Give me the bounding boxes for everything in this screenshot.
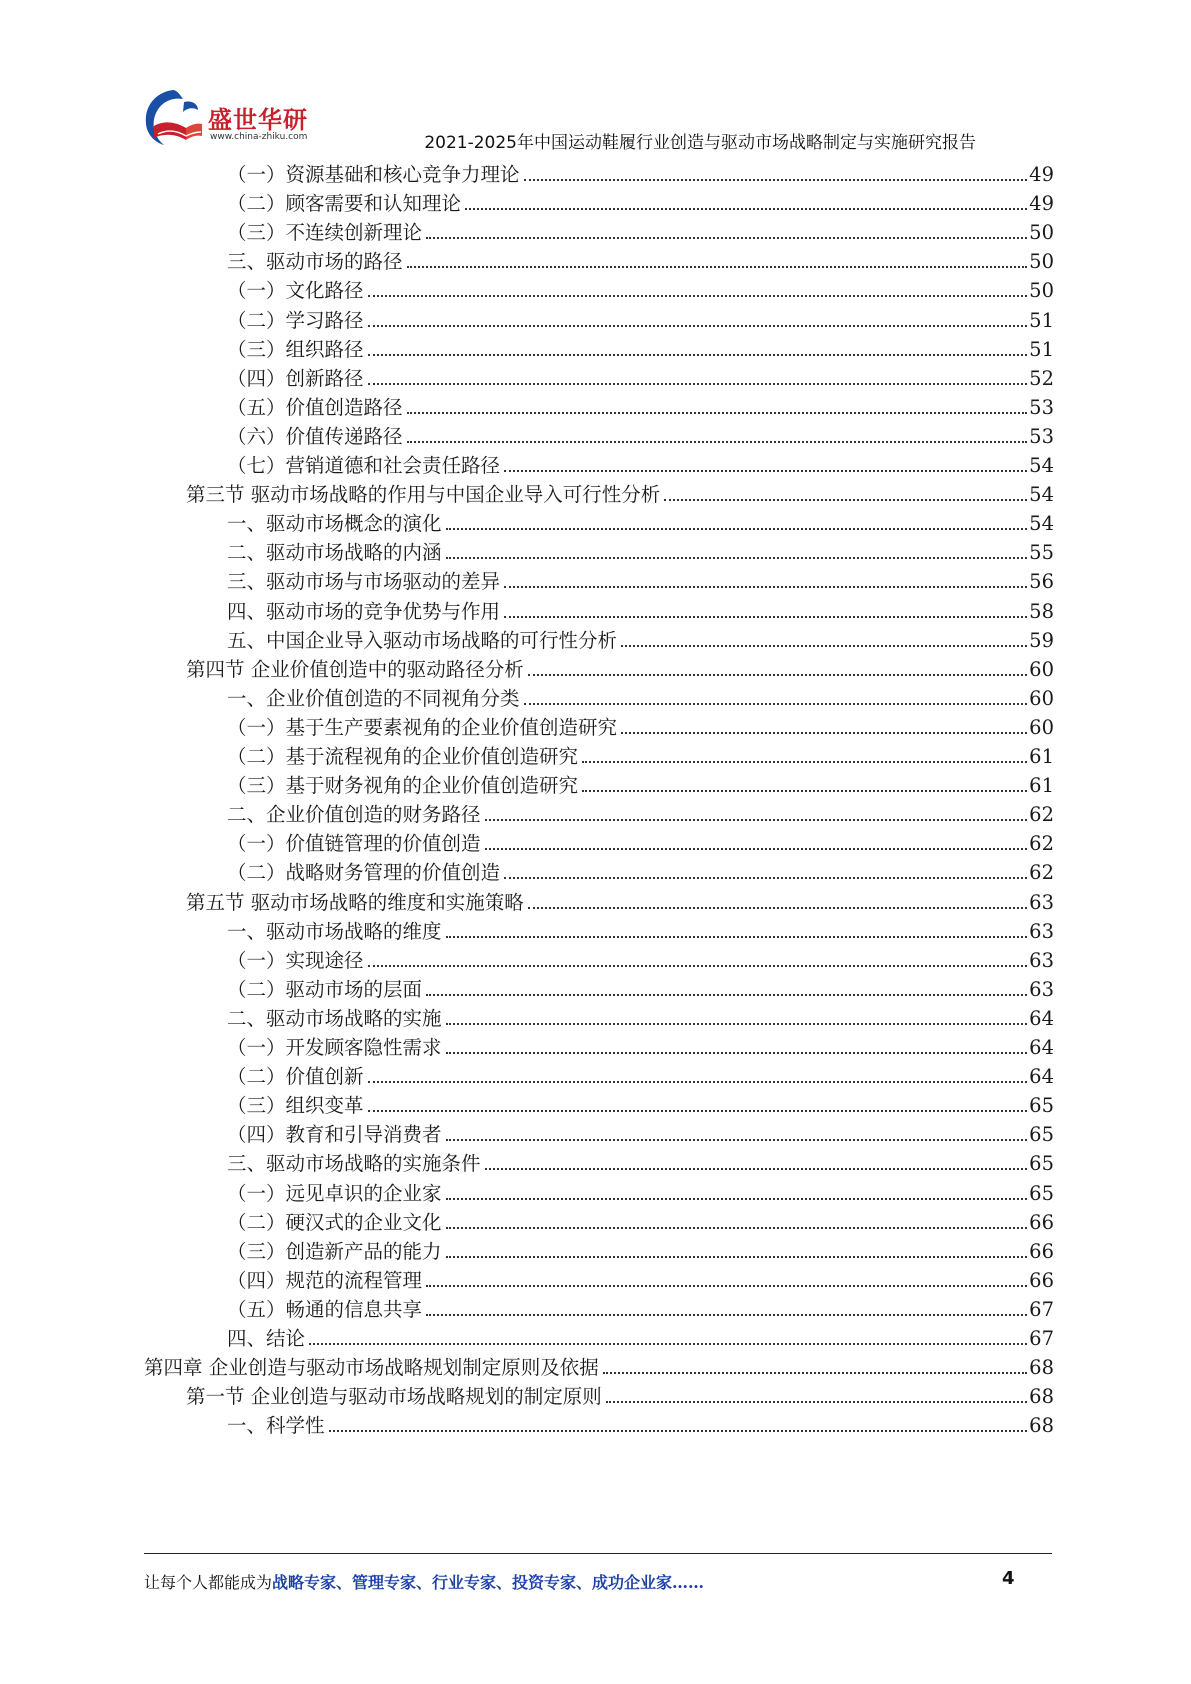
toc-entry-title: （一）基于生产要素视角的企业价值创造研究: [227, 715, 618, 739]
toc-leader-dots: [368, 295, 1028, 297]
toc-entry-title: 三、驱动市场与市场驱动的差异: [227, 570, 501, 594]
toc-entry[interactable]: [227, 1236, 1054, 1267]
toc-entry[interactable]: [227, 1119, 1054, 1150]
toc-entry-title: （二）顾客需要和认知理论: [227, 192, 462, 216]
toc-leader-dots: [485, 1168, 1028, 1170]
toc-entry[interactable]: [227, 1032, 1054, 1063]
toc-leader-dots: [368, 325, 1028, 327]
toc-entry[interactable]: [227, 1323, 1054, 1354]
toc-leader-dots: [504, 616, 1027, 618]
toc-leader-dots: [446, 936, 1028, 938]
toc-entry-page: 63: [1029, 919, 1054, 943]
toc-entry-page: 61: [1029, 774, 1054, 798]
toc-leader-dots: [329, 1430, 1028, 1432]
toc-leader-dots: [446, 557, 1028, 559]
toc-leader-dots: [309, 1343, 1027, 1345]
toc-entry-page: 53: [1029, 424, 1054, 448]
toc-leader-dots: [606, 1401, 1027, 1403]
toc-entry[interactable]: [227, 363, 1054, 394]
toc-entry-page: 56: [1029, 570, 1054, 594]
toc-entry-page: 55: [1029, 541, 1054, 565]
toc-leader-dots: [485, 848, 1028, 850]
toc-entry[interactable]: [227, 974, 1054, 1005]
toc-entry[interactable]: [227, 625, 1054, 656]
toc-entry-title: （四）规范的流程管理: [227, 1268, 423, 1292]
toc-entry[interactable]: [227, 1265, 1054, 1296]
toc-entry[interactable]: [227, 1207, 1054, 1238]
toc-entry-title: 二、驱动市场战略的内涵: [227, 541, 442, 565]
toc-entry-title: （二）基于流程视角的企业价值创造研究: [227, 745, 579, 768]
toc-entry-title: （一）文化路径: [227, 279, 364, 303]
toc-entry-page: 67: [1029, 1297, 1054, 1321]
toc-entry[interactable]: [227, 537, 1054, 568]
toc-entry-page: 50: [1029, 250, 1054, 274]
toc-leader-dots: [528, 674, 1027, 676]
brand-url: www.china-zhiku.com: [210, 132, 308, 142]
toc-entry-title: 第一节 企业创造与驱动市场战略规划的制定原则: [186, 1385, 602, 1409]
toc-entry[interactable]: [227, 305, 1054, 336]
toc-entry-page: 65: [1029, 1181, 1054, 1205]
toc-leader-dots: [368, 354, 1028, 356]
toc-leader-dots: [446, 1052, 1028, 1054]
toc-entry[interactable]: [227, 421, 1054, 452]
toc-entry[interactable]: [227, 741, 1054, 772]
toc-entry-title: （六）价值传递路径: [227, 424, 403, 448]
toc-entry-page: 68: [1029, 1385, 1054, 1409]
toc-entry-title: （二）战略财务管理的价值创造: [227, 861, 501, 885]
toc-entry-page: 60: [1029, 686, 1054, 710]
toc-entry[interactable]: [227, 188, 1054, 219]
toc-leader-dots: [582, 761, 1027, 763]
footer-slogan-highlight: 战略专家、管理专家、行业专家、投资专家、成功企业家……: [272, 1573, 705, 1592]
toc-entry-page: 68: [1029, 1356, 1054, 1380]
toc-entry-title: （二）学习路径: [227, 308, 364, 332]
toc-entry-title: 一、驱动市场概念的演化: [227, 512, 442, 536]
toc-leader-dots: [368, 965, 1028, 967]
toc-entry-page: 64: [1029, 1065, 1054, 1089]
toc-entry-title: （四）教育和引导消费者: [227, 1123, 442, 1147]
toc-entry[interactable]: [227, 1003, 1054, 1034]
toc-entry-page: 62: [1029, 861, 1054, 885]
toc-entry-page: 66: [1029, 1210, 1054, 1234]
brand-logo-icon: [138, 82, 208, 152]
toc-leader-dots: [407, 412, 1028, 414]
toc-entry-title: 五、中国企业导入驱动市场战略的可行性分析: [227, 628, 618, 652]
toc-entry-page: 67: [1029, 1327, 1054, 1350]
toc-entry-page: 66: [1029, 1268, 1054, 1292]
toc-leader-dots: [621, 645, 1027, 647]
toc-entry-page: 54: [1029, 454, 1054, 477]
toc-leader-dots: [368, 1110, 1028, 1112]
toc-entry-title: 第五节 驱动市场战略的维度和实施策略: [186, 890, 524, 914]
toc-leader-dots: [368, 1081, 1028, 1083]
toc-entry-title: 第四节 企业价值创造中的驱动路径分析: [186, 657, 524, 681]
toc-entry[interactable]: [227, 1410, 1054, 1441]
toc-entry-title: 二、企业价值创造的财务路径: [227, 803, 481, 827]
toc-entry-title: （二）价值创新: [227, 1065, 364, 1089]
toc-entry-title: 一、企业价值创造的不同视角分类: [227, 686, 520, 710]
toc-leader-dots: [446, 1023, 1028, 1025]
toc-entry-title: （三）创造新产品的能力: [227, 1239, 442, 1263]
toc-entry-title: 三、驱动市场的路径: [227, 250, 403, 274]
toc-entry-title: （一）远见卓识的企业家: [227, 1181, 442, 1205]
toc-entry[interactable]: [227, 683, 1054, 714]
toc-entry-page: 54: [1029, 483, 1054, 507]
toc-entry-page: 61: [1029, 745, 1054, 768]
toc-entry[interactable]: [227, 799, 1054, 830]
footer-slogan-prefix: 让每个人都能成为: [144, 1573, 273, 1592]
toc-entry[interactable]: [227, 857, 1054, 888]
toc-leader-dots: [621, 732, 1027, 734]
toc-leader-dots: [426, 237, 1027, 239]
toc-entry-title: 二、驱动市场战略的实施: [227, 1006, 442, 1030]
toc-entry-title: （二）硬汉式的企业文化: [227, 1210, 442, 1234]
toc-entry-page: 60: [1029, 715, 1054, 739]
toc-entry[interactable]: [227, 770, 1054, 801]
toc-entry[interactable]: [227, 1178, 1054, 1209]
toc-leader-dots: [524, 179, 1028, 181]
toc-entry-title: 第四章 企业创造与驱动市场战略规划制定原则及依据: [144, 1356, 599, 1380]
toc-entry-title: 四、驱动市场的竞争优势与作用: [227, 599, 501, 623]
toc-entry[interactable]: [227, 596, 1054, 627]
toc-entry-page: 54: [1029, 512, 1054, 536]
toc-entry[interactable]: [227, 159, 1054, 190]
toc-leader-dots: [465, 208, 1027, 210]
page-header: [0, 0, 1191, 160]
toc-entry-page: 62: [1029, 803, 1054, 827]
toc-entry[interactable]: [144, 1352, 1054, 1383]
toc-entry-title: （七）营销道德和社会责任路径: [227, 454, 501, 477]
toc-entry[interactable]: [227, 945, 1054, 976]
toc-leader-dots: [426, 1285, 1027, 1287]
toc-entry-title: （一）资源基础和核心竞争力理论: [227, 163, 520, 186]
toc-entry[interactable]: [227, 566, 1054, 597]
toc-entry[interactable]: [227, 828, 1054, 859]
toc-leader-dots: [446, 1256, 1028, 1258]
toc-entry-title: （三）不连续创新理论: [227, 221, 423, 245]
toc-entry-page: 65: [1029, 1123, 1054, 1147]
toc-entry-page: 63: [1029, 890, 1054, 914]
toc-entry[interactable]: [186, 654, 1054, 685]
toc-leader-dots: [426, 1314, 1027, 1316]
toc-entry[interactable]: [227, 916, 1054, 947]
toc-entry[interactable]: [227, 1294, 1054, 1325]
toc-entry-page: 52: [1029, 366, 1054, 390]
toc-entry[interactable]: [227, 712, 1054, 743]
brand-name: 盛世华研: [208, 106, 308, 134]
toc-entry[interactable]: [227, 392, 1054, 423]
toc-entry-page: 58: [1029, 599, 1054, 623]
toc-leader-dots: [664, 499, 1027, 501]
toc-entry-page: 66: [1029, 1239, 1054, 1263]
toc-entry[interactable]: [227, 217, 1054, 248]
footer-slogan: [144, 1570, 704, 1593]
toc-entry-title: 一、驱动市场战略的维度: [227, 919, 442, 943]
toc-entry-title: （五）畅通的信息共享: [227, 1297, 423, 1321]
toc-entry-page: 49: [1029, 163, 1054, 186]
toc-entry[interactable]: [227, 246, 1054, 277]
toc-entry-title: （三）基于财务视角的企业价值创造研究: [227, 774, 579, 798]
toc-leader-dots: [504, 877, 1027, 879]
toc-entry-title: （一）实现途径: [227, 948, 364, 972]
toc-leader-dots: [524, 703, 1028, 705]
toc-leader-dots: [528, 907, 1027, 909]
toc-entry-page: 51: [1029, 308, 1054, 332]
toc-entry-page: 63: [1029, 948, 1054, 972]
toc-entry-title: （一）价值链管理的价值创造: [227, 832, 481, 856]
toc-leader-dots: [485, 819, 1028, 821]
toc-leader-dots: [504, 470, 1027, 472]
toc-leader-dots: [368, 383, 1028, 385]
toc-entry-title: 四、结论: [227, 1327, 306, 1350]
toc-entry[interactable]: [186, 887, 1054, 918]
toc-entry-title: 一、科学性: [227, 1414, 325, 1438]
toc-entry-title: 第三节 驱动市场战略的作用与中国企业导入可行性分析: [186, 483, 661, 507]
toc-entry-page: 50: [1029, 279, 1054, 303]
page-number: 4: [1002, 1568, 1015, 1589]
toc-entry-page: 51: [1029, 337, 1054, 361]
toc-leader-dots: [582, 790, 1027, 792]
toc-leader-dots: [426, 994, 1027, 996]
toc-entry-page: 53: [1029, 395, 1054, 419]
toc-entry[interactable]: [186, 1381, 1054, 1412]
toc-leader-dots: [504, 586, 1027, 588]
toc-entry-page: 50: [1029, 221, 1054, 245]
toc-leader-dots: [407, 441, 1028, 443]
toc-entry[interactable]: [227, 450, 1054, 481]
toc-leader-dots: [407, 266, 1028, 268]
toc-entry[interactable]: [227, 1061, 1054, 1092]
toc-entry[interactable]: [227, 1148, 1054, 1179]
toc-entry-title: （三）组织变革: [227, 1094, 364, 1118]
toc-entry-page: 62: [1029, 832, 1054, 856]
toc-leader-dots: [446, 1198, 1028, 1200]
toc-entry-page: 68: [1029, 1414, 1054, 1438]
footer-divider: [144, 1553, 1052, 1554]
toc-entry-page: 59: [1029, 628, 1054, 652]
toc-entry-page: 63: [1029, 977, 1054, 1001]
toc-entry-page: 49: [1029, 192, 1054, 216]
toc-entry-page: 64: [1029, 1006, 1054, 1030]
toc-entry-title: （三）组织路径: [227, 337, 364, 361]
toc-entry[interactable]: [186, 479, 1054, 510]
toc-leader-dots: [446, 528, 1028, 530]
toc-leader-dots: [446, 1139, 1028, 1141]
toc-entry-title: （二）驱动市场的层面: [227, 977, 423, 1001]
toc-entry-title: （四）创新路径: [227, 366, 364, 390]
toc-entry-page: 60: [1029, 657, 1054, 681]
toc-entry-page: 65: [1029, 1152, 1054, 1176]
toc-entry-title: （一）开发顾客隐性需求: [227, 1036, 442, 1059]
toc-entry[interactable]: [227, 508, 1054, 539]
toc-leader-dots: [603, 1372, 1027, 1374]
toc-leader-dots: [446, 1227, 1028, 1229]
toc-entry-page: 65: [1029, 1094, 1054, 1118]
toc-entry-page: 64: [1029, 1036, 1054, 1059]
toc-entry[interactable]: [227, 334, 1054, 365]
toc-entry-title: 三、驱动市场战略的实施条件: [227, 1152, 481, 1176]
report-title: 2021-2025年中国运动鞋履行业创造与驱动市场战略制定与实施研究报告: [424, 133, 976, 153]
toc-entry[interactable]: [227, 275, 1054, 306]
toc-entry[interactable]: [227, 1090, 1054, 1121]
toc-entry-title: （五）价值创造路径: [227, 395, 403, 419]
